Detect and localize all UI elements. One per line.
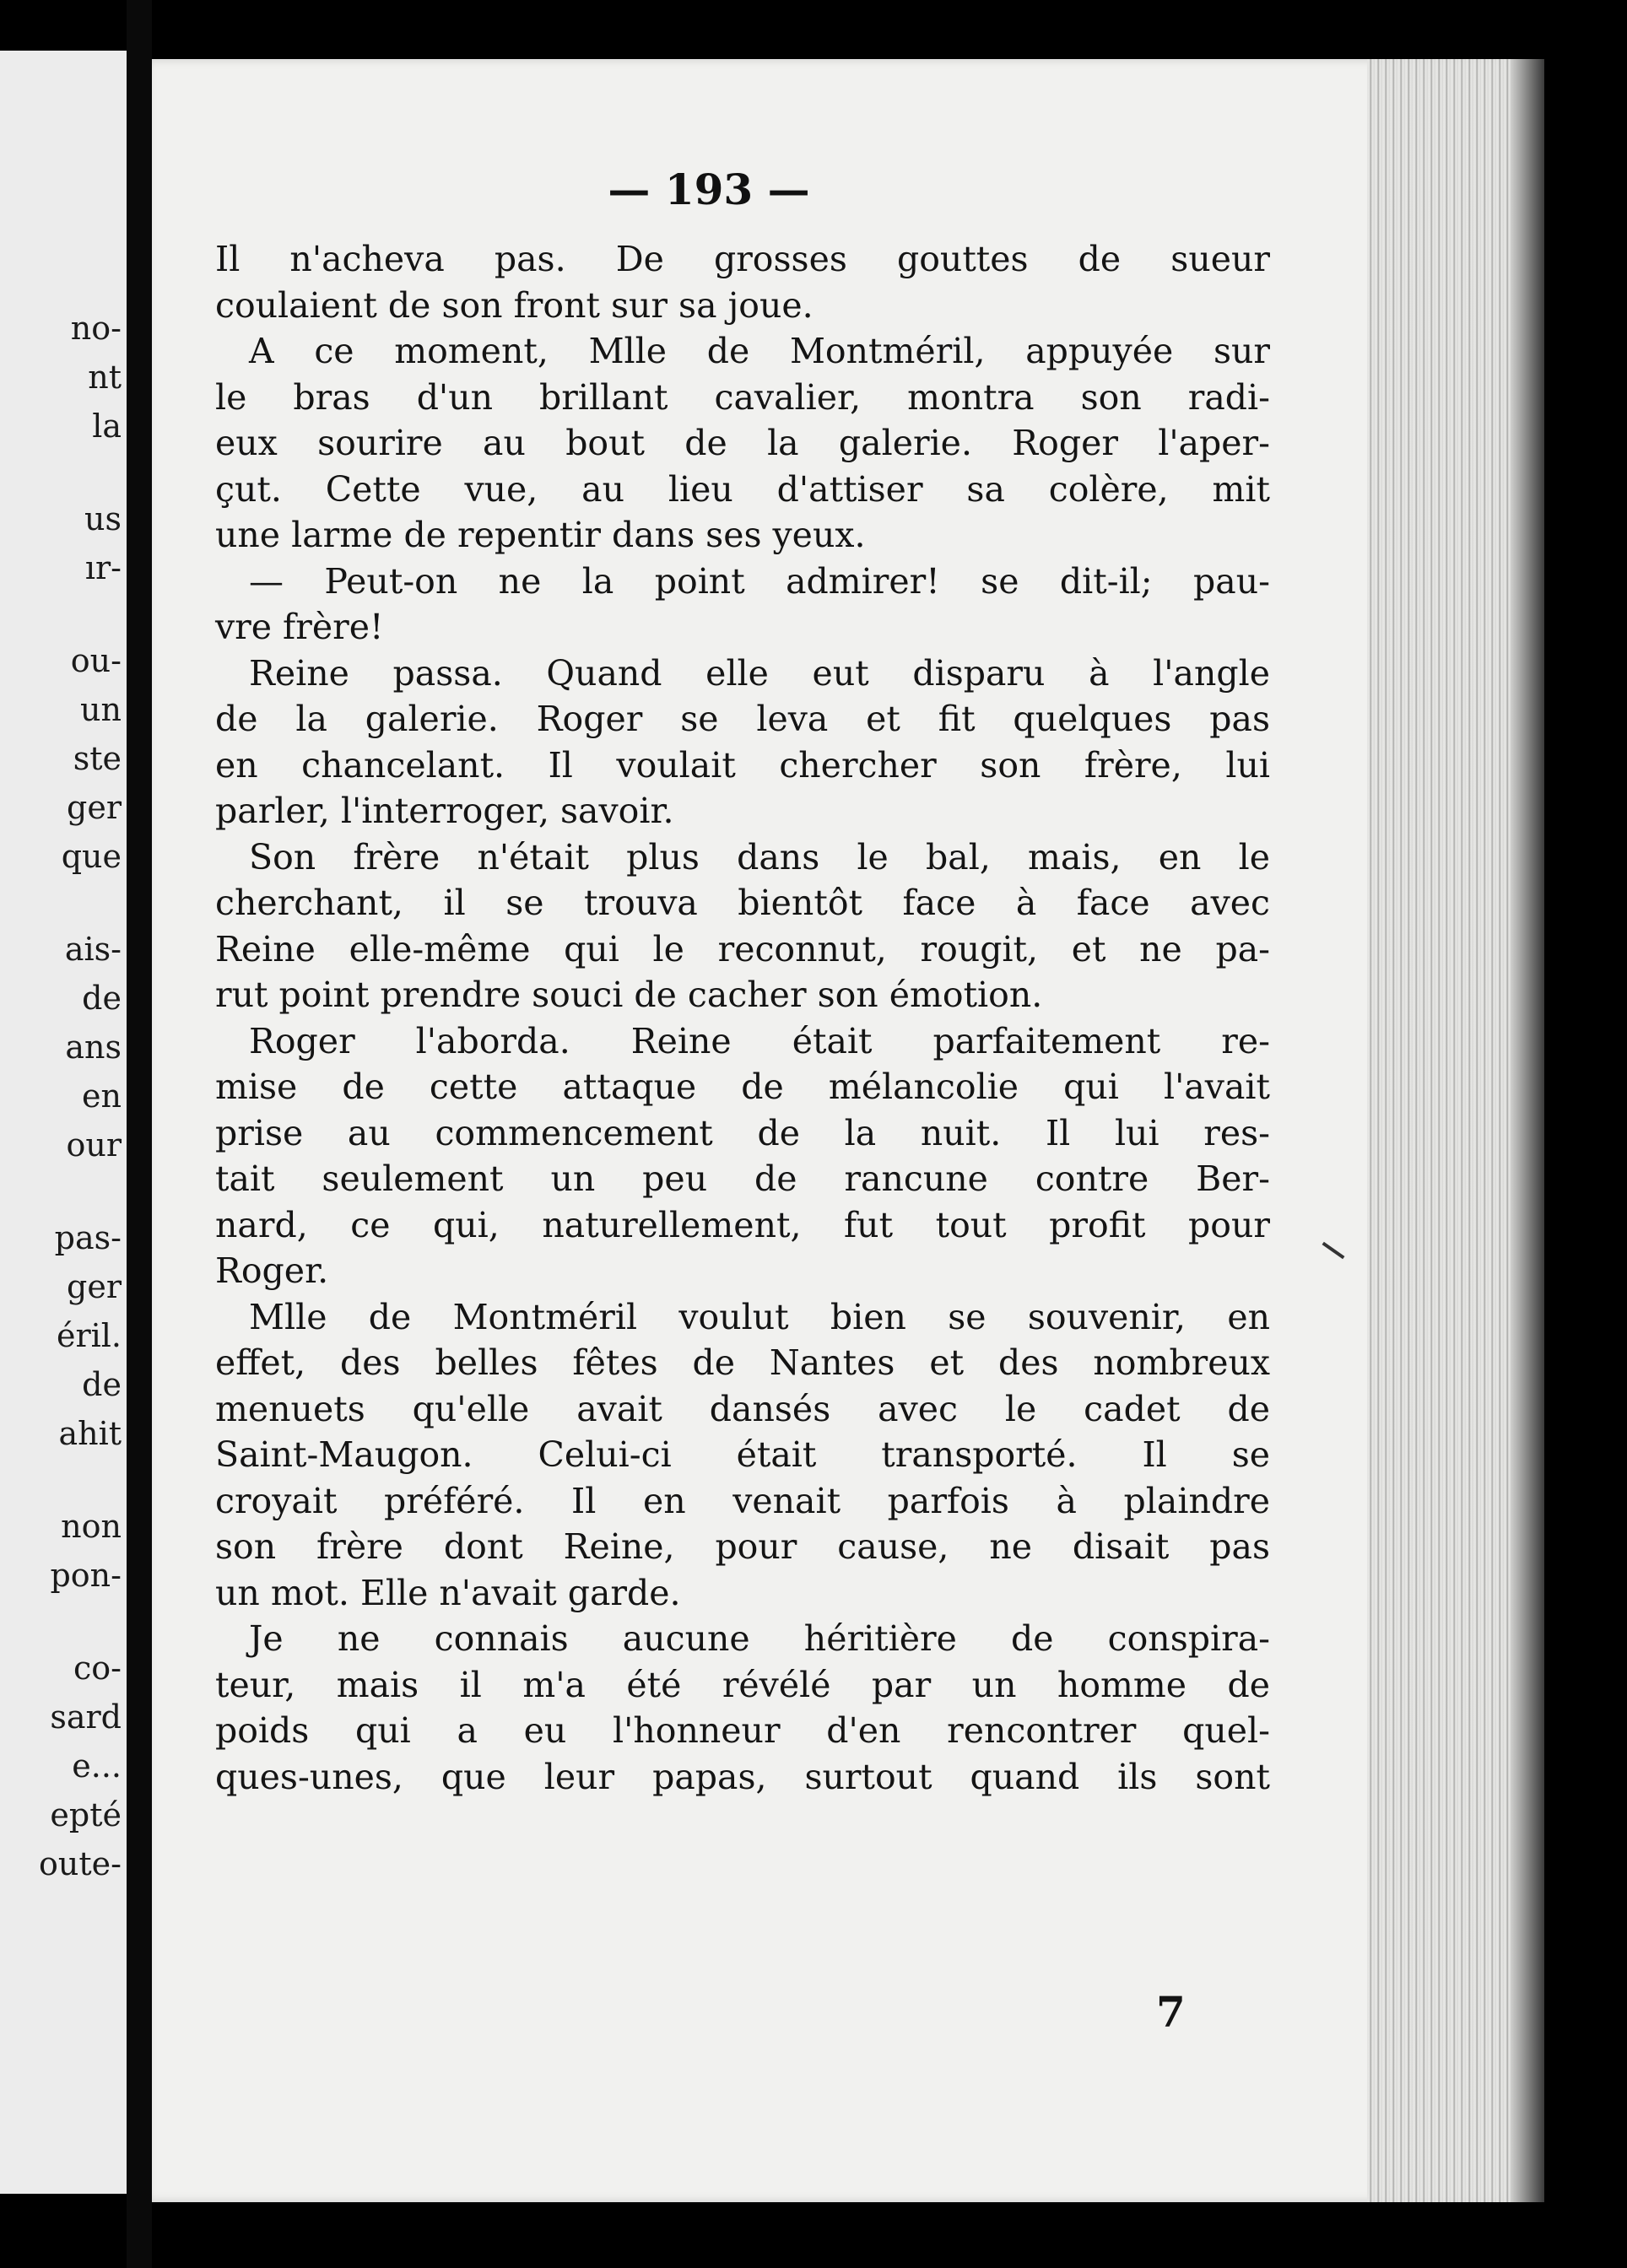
text-line: en chancelant. Il voulait chercher son frère, lui: [215, 744, 1270, 786]
previous-page-fragment: pon-: [50, 1557, 122, 1594]
text-line: croyait préféré. Il en venait parfois à plaindre: [215, 1480, 1270, 1521]
previous-page-fragment: [0, 592, 127, 636]
text-line: A ce moment, Mlle de Montméril, appuyée sur: [249, 331, 1270, 371]
previous-page-fragment: [0, 1600, 127, 1644]
text-line: çut. Cette vue, au lieu d'attiser sa colère, mit: [215, 468, 1270, 510]
text-line: — Peut-on ne la point admirer! se dit-il; pau-: [249, 560, 1270, 602]
previous-page-fragment: ger: [67, 1268, 122, 1305]
previous-page-fragment: que: [61, 838, 122, 875]
text-line: cherchant, il se trouva bientôt face à face avec: [215, 883, 1270, 923]
text-line: un mot. Elle n'avait garde.: [215, 1572, 681, 1613]
previous-page-fragment: us: [84, 500, 122, 537]
text-line: teur, mais il m'a été révélé par un homme de: [215, 1664, 1270, 1705]
text-line: le bras d'un brillant cavalier, montra son radi-: [215, 376, 1270, 418]
book-gutter: [127, 0, 152, 2268]
text-line: coulaient de son front sur sa joue.: [215, 284, 814, 326]
text-line: tait seulement un peu de rancune contre Ber-: [215, 1158, 1270, 1199]
previous-page-text-fragments: [0, 304, 127, 1888]
previous-page-fragment: no-: [70, 310, 122, 347]
previous-page-fragment: non: [61, 1508, 122, 1545]
page-number: — 193 —: [608, 165, 810, 214]
previous-page-fragment: epté: [50, 1796, 122, 1833]
page-edge-shadow: [1511, 59, 1544, 2202]
previous-page-fragment: oute-: [39, 1845, 122, 1882]
previous-page-fragment: éril.: [56, 1317, 122, 1354]
text-line: Roger l'aborda. Reine était parfaitement re-: [249, 1020, 1270, 1061]
text-line: poids qui a eu l'honneur d'en rencontrer quel-: [215, 1710, 1270, 1751]
previous-page-fragment: [0, 1458, 127, 1502]
previous-page-fragment: sard: [50, 1698, 122, 1736]
text-line: eux sourire au bout de la galerie. Roger l'aper-: [215, 423, 1270, 463]
text-line: Saint-Maugon. Celui-ci était transporté. Il se: [215, 1434, 1270, 1475]
previous-page-fragment: co-: [73, 1650, 122, 1687]
previous-page-fragment: [0, 881, 127, 925]
previous-page-fragment: pas-: [54, 1219, 122, 1256]
text-line: mise de cette attaque de mélancolie qui l'avait: [215, 1066, 1270, 1107]
previous-page-fragment: nt: [88, 359, 122, 396]
previous-page-fragment: ahit: [58, 1415, 122, 1452]
text-line: menuets qu'elle avait dansés avec le cadet de: [215, 1388, 1270, 1429]
previous-page-fragment: en: [82, 1077, 122, 1115]
previous-page-fragment: de: [82, 980, 122, 1017]
page-body-text: [215, 236, 1270, 1800]
previous-page-fragment: ais-: [64, 931, 122, 968]
text-line: vre frère!: [215, 607, 384, 647]
previous-page-fragment: un: [80, 691, 122, 728]
previous-page-fragment: [0, 1169, 127, 1213]
text-line: ques-unes, que leur papas, surtout quand ils sont: [215, 1756, 1270, 1797]
text-line: Roger.: [215, 1250, 329, 1291]
text-line: de la galerie. Roger se leva et fit quelques pas: [215, 699, 1270, 739]
text-line: parler, l'interroger, savoir.: [215, 791, 674, 831]
previous-page-fragment: la: [92, 408, 122, 445]
text-line: rut point prendre souci de cacher son émotion.: [215, 975, 1043, 1015]
text-line: Il n'acheva pas. De grosses gouttes de sueur: [215, 239, 1270, 279]
text-line: prise au commencement de la nuit. Il lui res-: [215, 1112, 1270, 1153]
previous-page-fragment: ır-: [84, 549, 122, 586]
text-line: Reine elle-même qui le reconnut, rougit, et ne pa-: [215, 928, 1270, 969]
previous-page-fragment: ans: [65, 1029, 122, 1066]
page-stack-edges: [1367, 59, 1511, 2202]
previous-page-fragment: ou-: [70, 642, 122, 679]
text-line: son frère dont Reine, pour cause, ne disait pas: [215, 1526, 1270, 1567]
text-line: effet, des belles fêtes de Nantes et des nombreux: [215, 1342, 1270, 1383]
previous-page-fragment: ger: [67, 789, 122, 826]
previous-page-fragment: [0, 451, 127, 494]
text-line: Je ne connais aucune héritière de conspira-: [249, 1618, 1270, 1659]
previous-page-fragment: our: [66, 1126, 122, 1164]
previous-page-fragment: de: [82, 1366, 122, 1403]
text-line: nard, ce qui, naturellement, fut tout profit pour: [215, 1204, 1270, 1245]
text-line: une larme de repentir dans ses yeux.: [215, 515, 866, 555]
previous-page-fragment: ste: [73, 740, 122, 777]
text-line: Reine passa. Quand elle eut disparu à l'angle: [249, 652, 1270, 694]
previous-page-fragment: e...: [72, 1747, 122, 1785]
text-line: Mlle de Montméril voulut bien se souvenir, en: [249, 1296, 1270, 1337]
signature-mark: 7: [1156, 1987, 1186, 2037]
previous-page-edge: [0, 51, 127, 2194]
text-line: Son frère n'était plus dans le bal, mais, en le: [249, 836, 1270, 878]
